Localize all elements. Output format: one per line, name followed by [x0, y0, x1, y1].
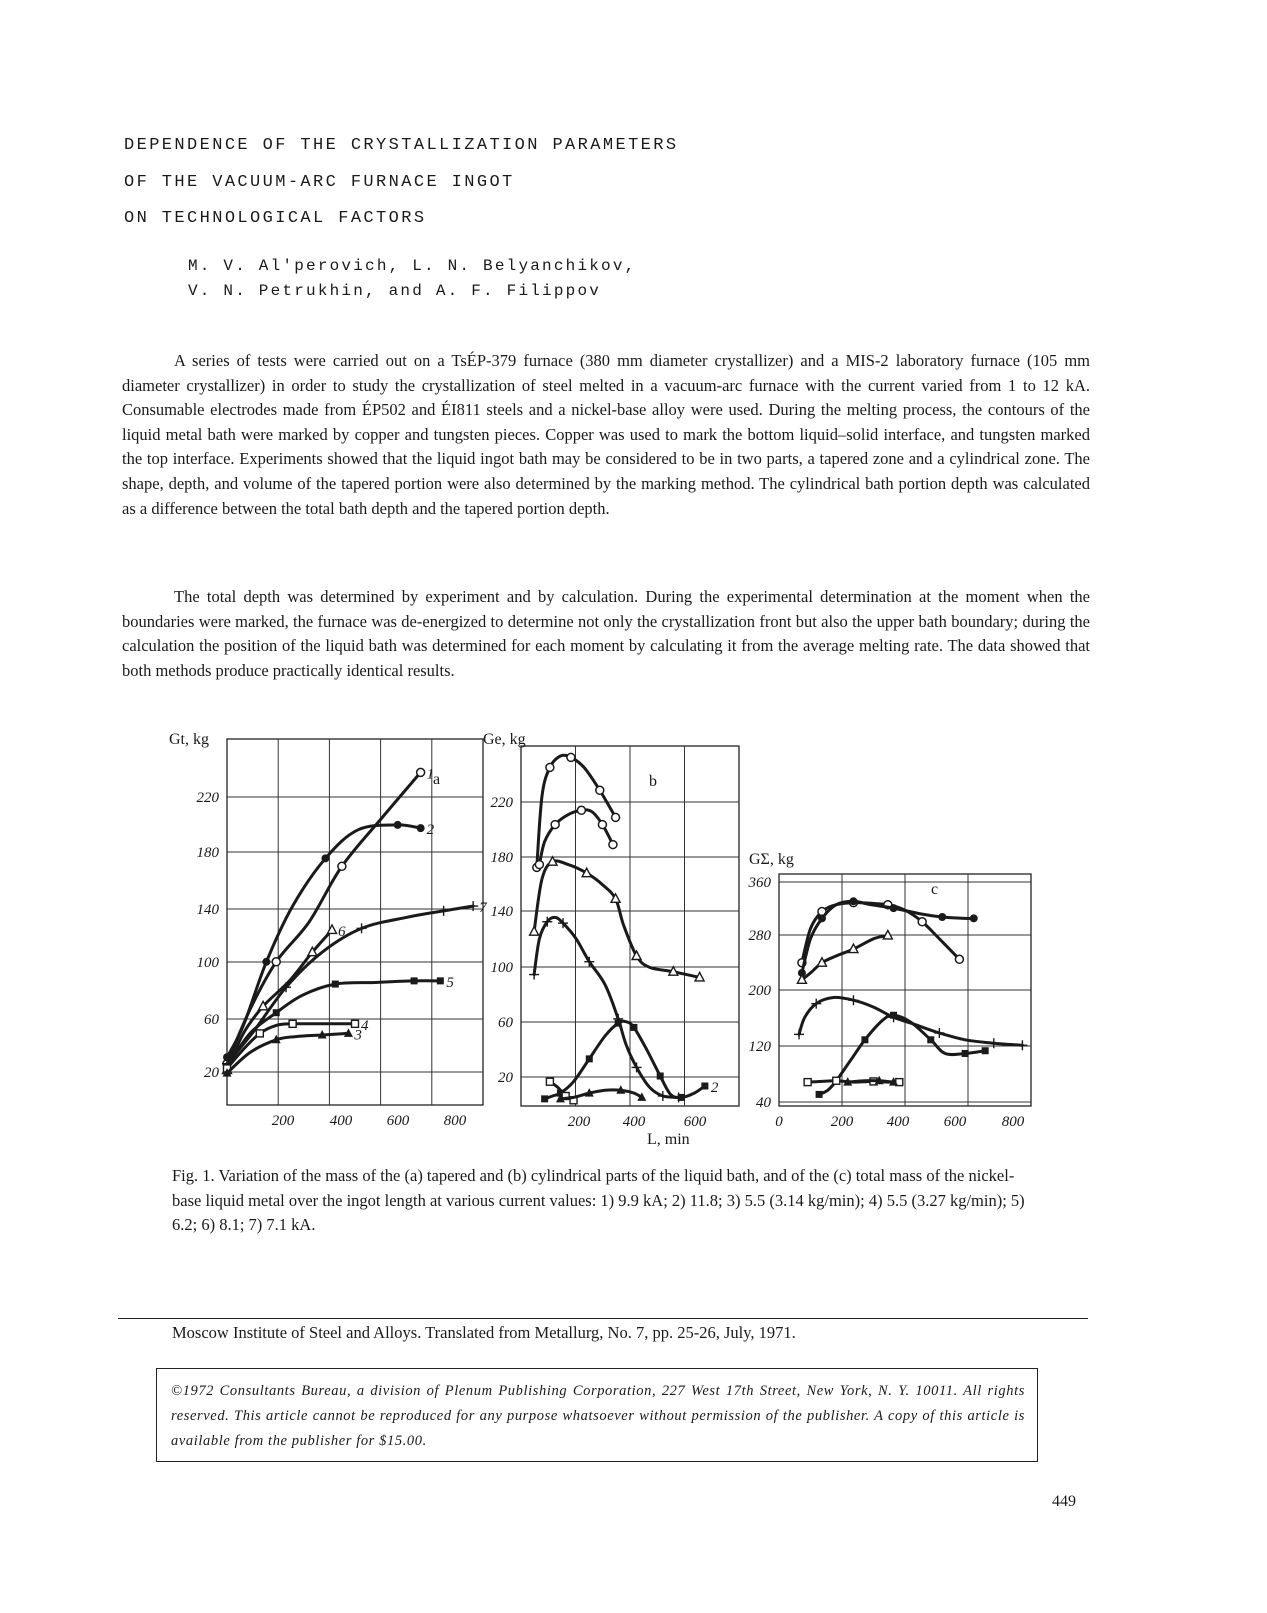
x-tick-label: 200 [830, 1114, 854, 1130]
data-point [357, 923, 367, 933]
data-point [352, 1020, 359, 1027]
data-point [848, 995, 858, 1005]
data-point [468, 901, 478, 911]
x-tick-label: 800 [443, 1113, 467, 1129]
y-tick-label: 280 [748, 928, 771, 944]
author-list [188, 254, 888, 304]
article-title [124, 128, 884, 238]
x-tick-label: 600 [386, 1113, 410, 1129]
data-point [989, 1038, 999, 1048]
y-tick-label: 140 [196, 902, 219, 918]
y-tick-label: 100 [196, 955, 219, 971]
data-point [612, 813, 620, 821]
page-number: 449 [1052, 1493, 1076, 1510]
data-point [546, 1078, 553, 1085]
series-label: 6 [338, 923, 346, 940]
data-point [657, 1073, 664, 1080]
data-point [890, 904, 898, 912]
x-axis-label: L, min [647, 1131, 690, 1148]
series-label: 1 [426, 766, 435, 783]
body-paragraph-2 [122, 585, 1090, 683]
x-tick-label: 400 [622, 1114, 646, 1130]
data-point [982, 1047, 989, 1054]
data-point [833, 1077, 840, 1084]
title-line-3: ON TECHNOLOGICAL FACTORS [124, 209, 427, 228]
data-point [927, 1036, 934, 1043]
series-line [539, 810, 613, 865]
data-point [546, 763, 554, 771]
data-point [615, 1020, 622, 1027]
data-point [596, 786, 604, 794]
y-tick-label: 200 [748, 983, 771, 999]
data-point [439, 906, 449, 916]
data-point [609, 841, 617, 849]
data-point [272, 958, 280, 966]
x-tick-label: 600 [683, 1114, 707, 1130]
body-paragraph-1 [122, 349, 1090, 521]
x-tick-label: 200 [271, 1113, 295, 1129]
data-point [289, 1020, 296, 1027]
footnote: Moscow Institute of Steel and Alloys. Translated from Metallurg, No. 7, pp. 25-26, July, 1971. [172, 1323, 796, 1342]
data-point [804, 1079, 811, 1086]
data-point [530, 927, 539, 936]
data-point [535, 861, 543, 869]
data-point [678, 1094, 685, 1101]
data-point [328, 925, 337, 934]
authors-line-1: M. V. Al'perovich, L. N. Belyanchikov, [188, 257, 637, 275]
series-line [545, 1021, 705, 1099]
x-tick-label: 600 [943, 1114, 967, 1130]
data-point [794, 1029, 804, 1039]
data-point [551, 821, 559, 829]
data-point [890, 1012, 897, 1019]
body-paragraph-2-text: The total depth was determined by experiment and by calculation. During the experimental determination at the moment when the boundaries were marked, the furnace was de-energized to determine not only the crystallization front but also the upper bath boundary; during the calculation the position of the liquid bath was determined for each moment by calculating it from the average melting rate. The data showed that both methods produce practically identical results. [122, 587, 1090, 680]
data-point [321, 854, 329, 862]
y-tick-label: 20 [204, 1065, 219, 1081]
data-point [630, 1024, 637, 1031]
data-point [861, 1036, 868, 1043]
y-tick-label: 360 [748, 875, 771, 891]
series-line [227, 772, 421, 1063]
series-line [848, 1081, 894, 1083]
panel-a [169, 731, 488, 1129]
data-point [955, 955, 963, 963]
data-point [970, 914, 978, 922]
data-point [417, 824, 425, 832]
panel-a-frame [227, 739, 483, 1105]
data-point [273, 1009, 280, 1016]
data-point [437, 977, 444, 984]
panel-label: a [433, 771, 441, 788]
y-tick-label: 60 [498, 1015, 513, 1031]
data-point [567, 753, 575, 761]
data-point [962, 1050, 969, 1057]
y-axis-label: Gt, kg [169, 731, 209, 748]
series-c-1 [798, 899, 964, 967]
x-tick-label: 0 [775, 1114, 783, 1130]
series-line [802, 935, 888, 979]
data-point [541, 1095, 548, 1102]
x-tick-label: 200 [567, 1114, 591, 1130]
data-point [849, 897, 857, 905]
series-label: 2 [426, 822, 435, 839]
data-point [529, 970, 539, 980]
figure-caption: Fig. 1. Variation of the mass of the (a) tapered and (b) cylindrical parts of the liquid bath, and of the (c) total mass of the nickel-base liquid metal over the ingot length at various current values: 1) 9.9 kA; 2) 11.8; 3) 5.5 (3.14 kg/min); 4) 5.5 (3.27 kg/min); 5) 6.2; 6) 8.1; 7) 7.1 kA. [172, 1166, 1025, 1234]
data-point [417, 768, 425, 776]
data-point [1017, 1040, 1027, 1050]
panel-c [748, 851, 1032, 1130]
series-label: 3 [354, 1027, 362, 1044]
data-point [938, 913, 946, 921]
panel-label: b [649, 773, 657, 790]
y-tick-label: 180 [196, 845, 219, 861]
title-line-2: OF THE VACUUM-ARC FURNACE INGOT [124, 172, 515, 192]
body-paragraph-1-text: A series of tests were carried out on a TsÉP-379 furnace (380 mm diameter crystallizer) and a MIS-2 laboratory furnace (105 mm diameter crystallizer) in order to study the crystallization of steel melted in a vacuum-arc furnace with the current varied from 1 to 12 kA. Consumable electrodes made from ÉP502 and ÉI811 steels and a nickel-base alloy were used. During the melting process, the contours of the liquid metal bath were marked by copper and tungsten pieces. Copper was used to mark the bottom liquid–solid interface, and tungsten marked the top interface. Experiments showed that the liquid ingot bath may be considered to be in two parts, a tapered zone and a cylindrical zone. The shape, depth, and volume of the tapered portion were also determined by the marking method. The cylindrical bath portion depth was calculated as a difference between the total bath depth and the tapered portion depth. [122, 351, 1090, 518]
y-axis-label: GΣ, kg [749, 851, 794, 868]
data-point [394, 821, 402, 829]
series-a-6 [224, 1018, 370, 1072]
copyright-box [156, 1368, 1038, 1462]
data-point [918, 918, 926, 926]
data-point [934, 1028, 944, 1038]
authors-line-2: V. N. Petrukhin, and A. F. Filippov [188, 282, 602, 300]
data-point [598, 821, 606, 829]
data-point [816, 1091, 823, 1098]
y-tick-label: 100 [490, 960, 513, 976]
x-tick-label: 800 [1001, 1114, 1025, 1130]
copyright-text: ©1972 Consultants Bureau, a division of Plenum Publishing Corporation, 227 West 17th Street, New York, N. Y. 10011. All rights reserved. This article cannot be reproduced for any purpose whatsoever without permission of the publisher. A copy of this article is available from the publisher for $15.00. [171, 1383, 1025, 1449]
data-point [411, 977, 418, 984]
y-tick-label: 20 [498, 1070, 513, 1086]
data-point [256, 1030, 263, 1037]
data-point [658, 1091, 668, 1101]
y-tick-label: 140 [490, 904, 513, 920]
data-point [332, 981, 339, 988]
series-label: 2 [710, 1080, 719, 1096]
footnote-divider [118, 1318, 1088, 1319]
y-tick-label: 120 [748, 1039, 771, 1055]
series-b-2 [535, 806, 617, 868]
y-tick-label: 60 [204, 1012, 219, 1028]
y-axis-label: Ge, kg [483, 731, 526, 748]
y-tick-label: 180 [490, 850, 513, 866]
x-tick-label: 400 [886, 1114, 910, 1130]
series-label: 7 [479, 900, 487, 917]
y-tick-label: 220 [490, 795, 513, 811]
title-line-1: DEPENDENCE OF THE CRYSTALLIZATION PARAMETERS [124, 136, 679, 155]
data-point [701, 1083, 708, 1090]
data-point [262, 958, 270, 966]
data-point [818, 914, 826, 922]
y-tick-label: 40 [756, 1095, 771, 1111]
data-point [586, 1055, 593, 1062]
panel-b [483, 731, 739, 1130]
y-tick-label: 220 [196, 790, 219, 806]
series-label: 5 [446, 974, 454, 991]
x-tick-label: 400 [329, 1113, 353, 1129]
series-label: 4 [361, 1017, 369, 1034]
data-point [577, 806, 585, 814]
data-point [338, 862, 346, 870]
panel-label: c [931, 881, 939, 898]
figure-1 [155, 722, 1035, 1162]
